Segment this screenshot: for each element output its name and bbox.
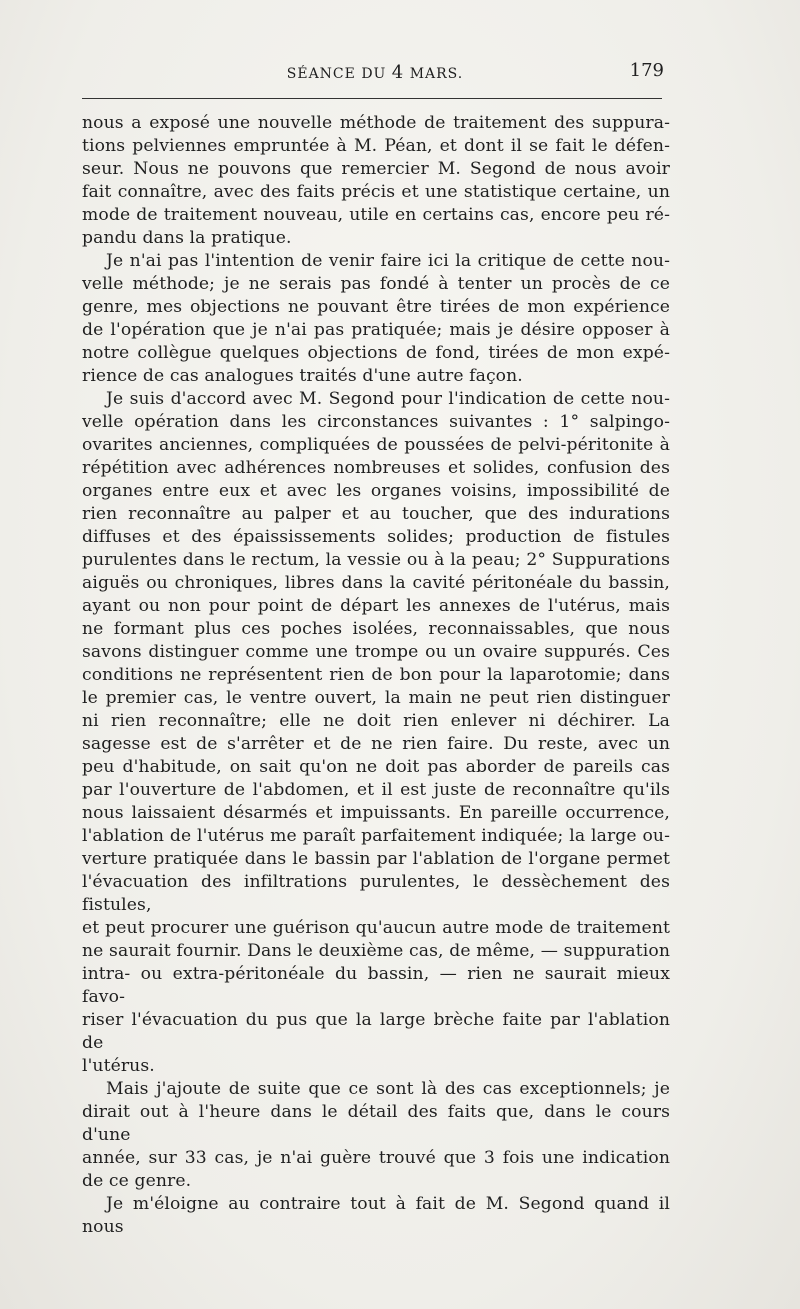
text-line: l'ablation de l'utérus me paraît parfaitement indiquée; la large ou- xyxy=(82,826,670,846)
text-line: Mais j'ajoute de suite que ce sont là des cas exceptionnels; je xyxy=(106,1079,670,1099)
text-line: ovarites anciennes, compliquées de poussées de pelvi-péritonite à xyxy=(82,435,670,455)
text-line: riser l'évacuation du pus que la large brèche faite par l'ablation de xyxy=(82,1010,670,1053)
text-line: ayant ou non pour point de départ les annexes de l'utérus, mais xyxy=(82,596,670,616)
text-line: et peut procurer une guérison qu'aucun autre mode de traitement xyxy=(82,918,670,938)
text-line: conditions ne représentent rien de bon pour la laparotomie; dans xyxy=(82,665,670,685)
text-line: Je n'ai pas l'intention de venir faire ici la critique de cette nou- xyxy=(106,251,670,271)
page-header xyxy=(82,62,668,88)
text-line: peu d'habitude, on sait qu'on ne doit pas aborder de pareils cas xyxy=(82,757,670,777)
text-line: l'utérus. xyxy=(82,1056,155,1076)
header-rule xyxy=(82,98,662,99)
text-line: velle opération dans les circonstances suivantes : 1° salpingo- xyxy=(82,412,670,432)
text-line: nous a exposé une nouvelle méthode de traitement des suppura- xyxy=(82,113,670,133)
text-line: ne formant plus ces poches isolées, reconnaissables, que nous xyxy=(82,619,670,639)
text-line: aiguës ou chroniques, libres dans la cavité péritonéale du bassin, xyxy=(82,573,670,593)
text-line: le premier cas, le ventre ouvert, la main ne peut rien distinguer xyxy=(82,688,670,708)
text-line: genre, mes objections ne pouvant être tirées de mon expérience xyxy=(82,297,670,317)
text-line: purulentes dans le rectum, la vessie ou à la peau; 2° Suppurations xyxy=(82,550,670,570)
text-line: mode de traitement nouveau, utile en certains cas, encore peu ré- xyxy=(82,205,670,225)
text-line: savons distinguer comme une trompe ou un ovaire suppurés. Ces xyxy=(82,642,670,662)
text-line: ni rien reconnaître; elle ne doit rien enlever ni déchirer. La xyxy=(82,711,670,731)
text-line: diffuses et des épaississements solides; production de fistules xyxy=(82,527,670,547)
text-line: Je m'éloigne au contraire tout à fait de M. Segond quand il nous xyxy=(82,1194,670,1237)
text-line: velle méthode; je ne serais pas fondé à tenter un procès de ce xyxy=(82,274,670,294)
text-line: nous laissaient désarmés et impuissants. En pareille occurrence, xyxy=(82,803,670,823)
text-line: de ce genre. xyxy=(82,1171,192,1191)
running-title: SÉANCE DU 4 MARS. xyxy=(286,62,464,83)
text-line: fait connaître, avec des faits précis et une statistique certaine, un xyxy=(82,182,670,202)
text-line: pandu dans la pratique. xyxy=(82,228,292,248)
text-line: seur. Nous ne pouvons que remercier M. Segond de nous avoir xyxy=(82,159,670,179)
text-line: ne saurait fournir. Dans le deuxième cas, de même, — suppuration xyxy=(82,941,670,961)
text-line: dirait out à l'heure dans le détail des faits que, dans le cours d'une xyxy=(82,1102,670,1145)
text-line: répétition avec adhérences nombreuses et solides, confusion des xyxy=(82,458,670,478)
text-line: sagesse est de s'arrêter et de ne rien faire. Du reste, avec un xyxy=(82,734,670,754)
text-line: organes entre eux et avec les organes voisins, impossibilité de xyxy=(82,481,670,501)
text-line: notre collègue quelques objections de fond, tirées de mon expé- xyxy=(82,343,670,363)
page-number: 179 xyxy=(629,60,664,81)
text-line: rien reconnaître au palper et au toucher, que des indurations xyxy=(82,504,670,524)
text-line: par l'ouverture de l'abdomen, et il est juste de reconnaître qu'ils xyxy=(82,780,670,800)
text-line: l'évacuation des infiltrations purulentes, le dessèchement des fistules, xyxy=(82,872,670,915)
text-line: année, sur 33 cas, je n'ai guère trouvé que 3 fois une indication xyxy=(82,1148,670,1168)
text-line: tions pelviennes empruntée à M. Péan, et dont il se fait le défen- xyxy=(82,136,670,156)
body-text xyxy=(82,112,670,1239)
text-line: intra- ou extra-péritonéale du bassin, — rien ne saurait mieux favo- xyxy=(82,964,670,1007)
text-line: Je suis d'accord avec M. Segond pour l'indication de cette nou- xyxy=(106,389,670,409)
text-line: de l'opération que je n'ai pas pratiquée; mais je désire opposer à xyxy=(82,320,670,340)
text-line: verture pratiquée dans le bassin par l'ablation de l'organe permet xyxy=(82,849,670,869)
text-line: rience de cas analogues traités d'une autre façon. xyxy=(82,366,523,386)
